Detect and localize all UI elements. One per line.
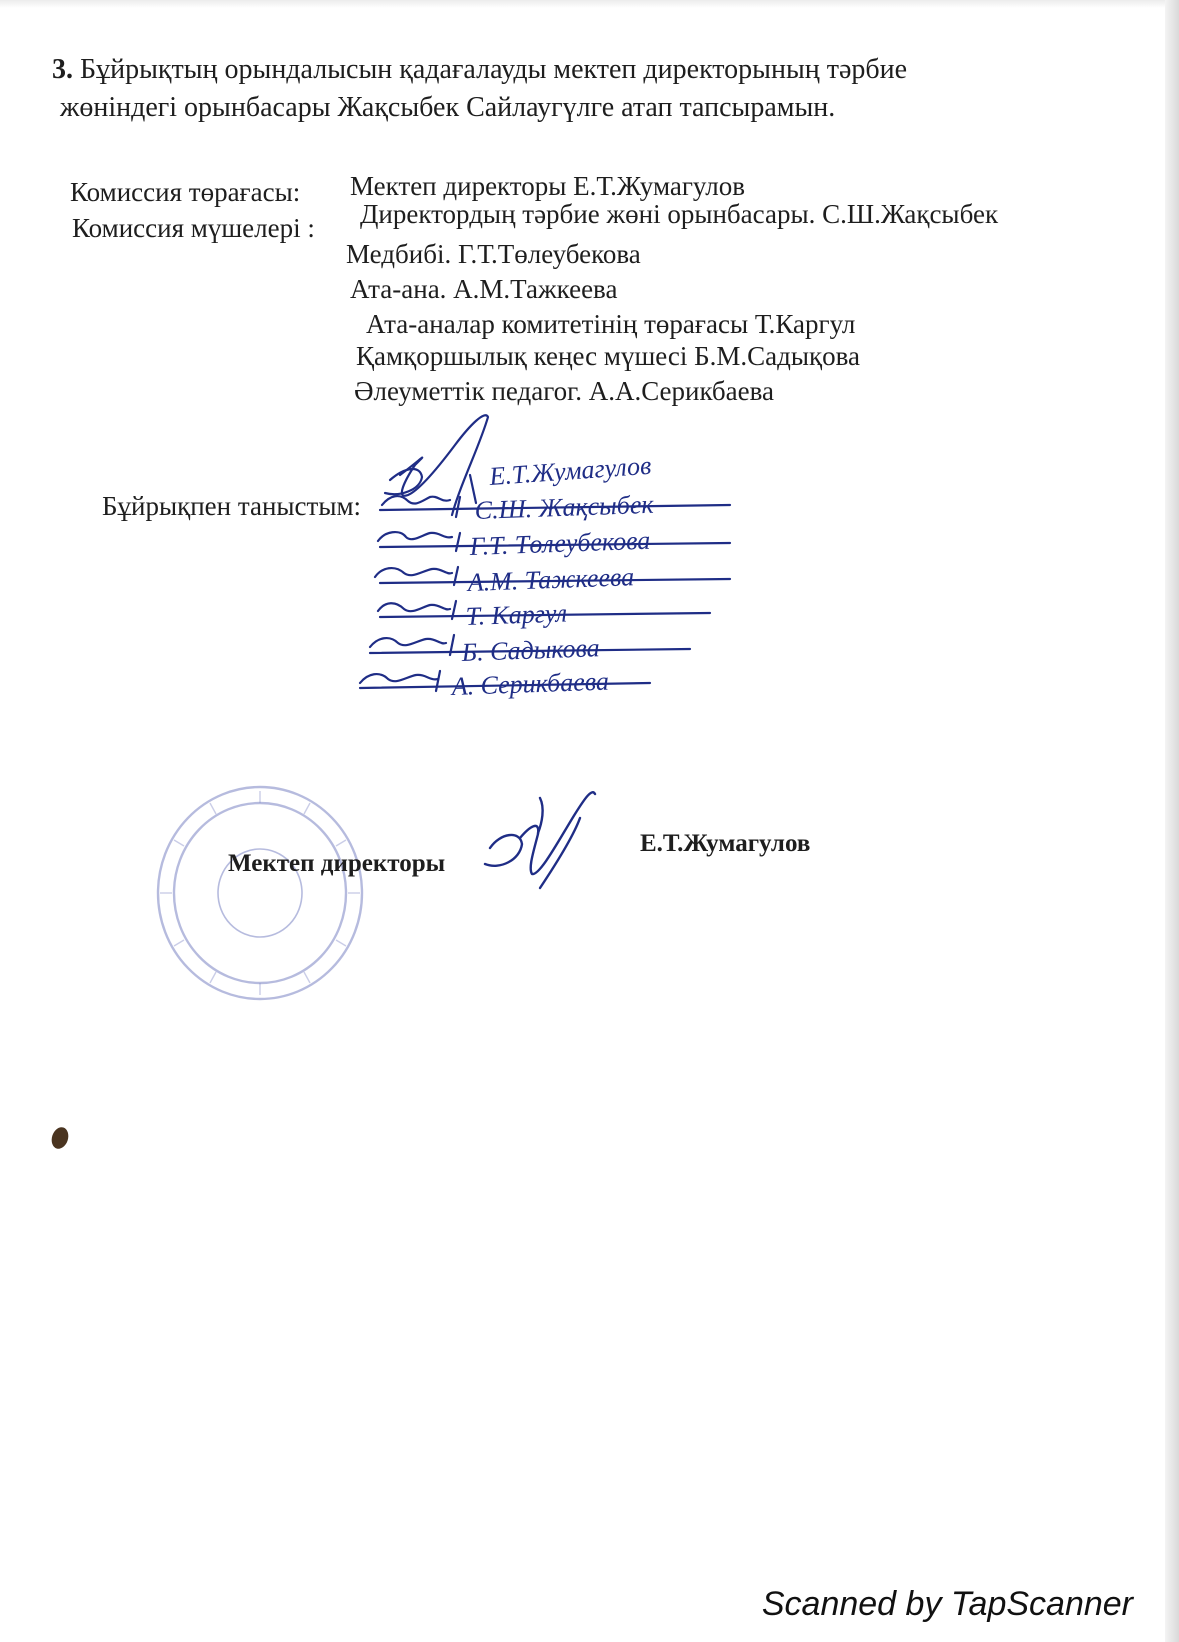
signature-name: Т. Каргул	[465, 598, 568, 631]
school-stamp	[150, 778, 370, 1008]
commission-member: Директордың тәрбие жөні орынбасары. С.Ш.Жақсыбек	[360, 199, 999, 229]
scanner-watermark: Scanned by TapScanner	[761, 1585, 1133, 1623]
footer-role: Мектеп директоры	[228, 850, 446, 877]
paragraph-line-2: жөніндегі орынбасары Жақсыбек Сайлаугүлге атап тапсырамын.	[60, 92, 836, 123]
scan-right-edge	[1165, 0, 1179, 1642]
commission-chair-label: Комиссия төрағасы:	[70, 177, 301, 207]
commission-member: Ата-аналар комитетінің төрағасы Т.Каргул	[366, 309, 856, 339]
signature-name: Б. Садыкова	[461, 633, 601, 667]
signature-name: А. Серикбаева	[451, 666, 610, 701]
scan-top-edge	[0, 0, 1179, 8]
signature-name: Е.Т.Жумагулов	[488, 450, 653, 491]
signature-name: Г.Т. Төлеубекова	[469, 525, 651, 561]
signature-name: С.Ш. Жақсыбек	[474, 489, 654, 525]
paragraph-text-1: Бұйрықтың орындалысын қадағалауды мектеп директорының тәрбие	[80, 54, 908, 85]
paragraph-line-1	[52, 54, 907, 86]
commission-member: Қамқоршылық кеңес мүшесі Б.М.Садықова	[356, 341, 861, 371]
commission-members-label: Комиссия мүшелері :	[72, 213, 315, 243]
ink-speck	[49, 1125, 71, 1151]
signature-block	[360, 405, 780, 735]
footer-name: Е.Т.Жумагулов	[640, 830, 811, 857]
commission-member: Ата-ана. А.М.Тажкеева	[350, 274, 618, 304]
signature-name: А.М. Тажкеева	[467, 562, 635, 597]
paragraph-number: 3.	[52, 54, 73, 85]
acknowledgement-label: Бұйрықпен таныстым:	[102, 491, 362, 521]
commission-chair-value: Мектеп директоры Е.Т.Жумагулов	[350, 171, 745, 201]
commission-member: Әлеуметтік педагог. А.А.Серикбаева	[354, 376, 774, 406]
director-signature	[480, 778, 630, 898]
commission-member: Медбибі. Г.Т.Төлеубекова	[346, 239, 641, 269]
